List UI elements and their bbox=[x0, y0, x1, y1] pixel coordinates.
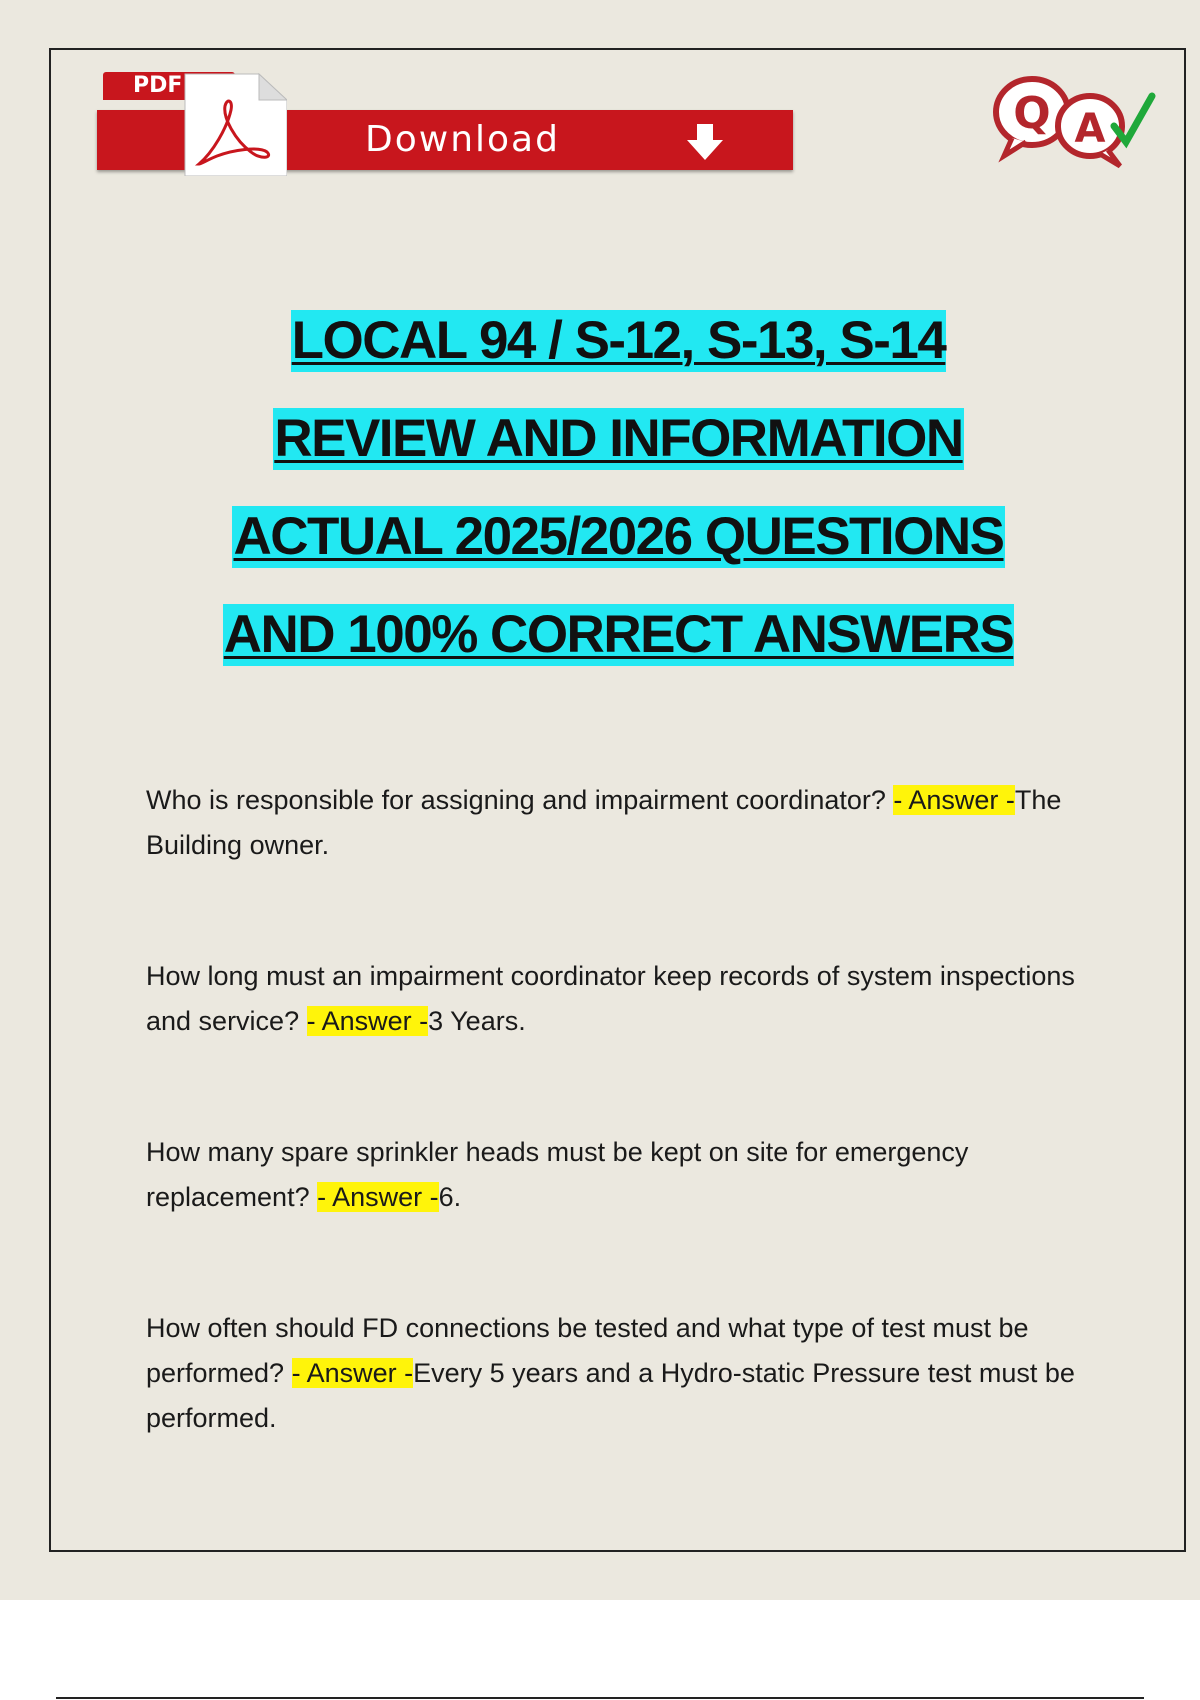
qa-item bbox=[146, 1130, 1096, 1220]
answer-marker: - Answer - bbox=[893, 785, 1015, 815]
answer-text: Every 5 years and a Hydro-static Pressure test must be performed. bbox=[146, 1358, 1075, 1433]
qa-logo bbox=[990, 70, 1158, 170]
pdf-document-icon bbox=[147, 72, 287, 176]
answer-text: The Building owner. bbox=[146, 785, 1062, 860]
qa-item bbox=[146, 954, 1096, 1044]
qa-item bbox=[146, 1306, 1096, 1441]
title-line: REVIEW AND INFORMATION bbox=[274, 409, 963, 468]
qa-item bbox=[146, 778, 1096, 868]
answer-marker: - Answer - bbox=[291, 1358, 414, 1388]
question-text: Who is responsible for assigning and impairment coordinator? bbox=[146, 785, 894, 815]
title-line: ACTUAL 2025/2026 QUESTIONS bbox=[233, 507, 1004, 566]
answer-text: 3 Years. bbox=[428, 1006, 526, 1036]
logo-a-letter: A bbox=[1074, 106, 1106, 152]
footer-divider bbox=[56, 1697, 1144, 1699]
question-text: How many spare sprinkler heads must be kept on site for emergency replacement? bbox=[146, 1137, 969, 1212]
download-arrow-icon bbox=[683, 122, 727, 162]
answer-marker: - Answer - bbox=[317, 1182, 439, 1212]
question-text: How often should FD connections be tested and what type of test must be performed? bbox=[146, 1313, 1029, 1388]
download-label[interactable]: Download bbox=[365, 119, 560, 160]
logo-q-letter: Q bbox=[1013, 88, 1051, 139]
question-text: How long must an impairment coordinator keep records of system inspections and service? bbox=[146, 961, 1075, 1036]
document-title bbox=[0, 310, 1200, 702]
pdf-download-banner[interactable] bbox=[97, 72, 793, 178]
qa-list bbox=[146, 778, 1096, 1527]
answer-marker: - Answer - bbox=[306, 1006, 429, 1036]
title-line: AND 100% CORRECT ANSWERS bbox=[223, 605, 1014, 664]
title-line: LOCAL 94 / S-12, S-13, S-14 bbox=[291, 311, 946, 370]
pdf-label: PDF bbox=[103, 72, 235, 100]
answer-text: 6. bbox=[438, 1182, 462, 1212]
